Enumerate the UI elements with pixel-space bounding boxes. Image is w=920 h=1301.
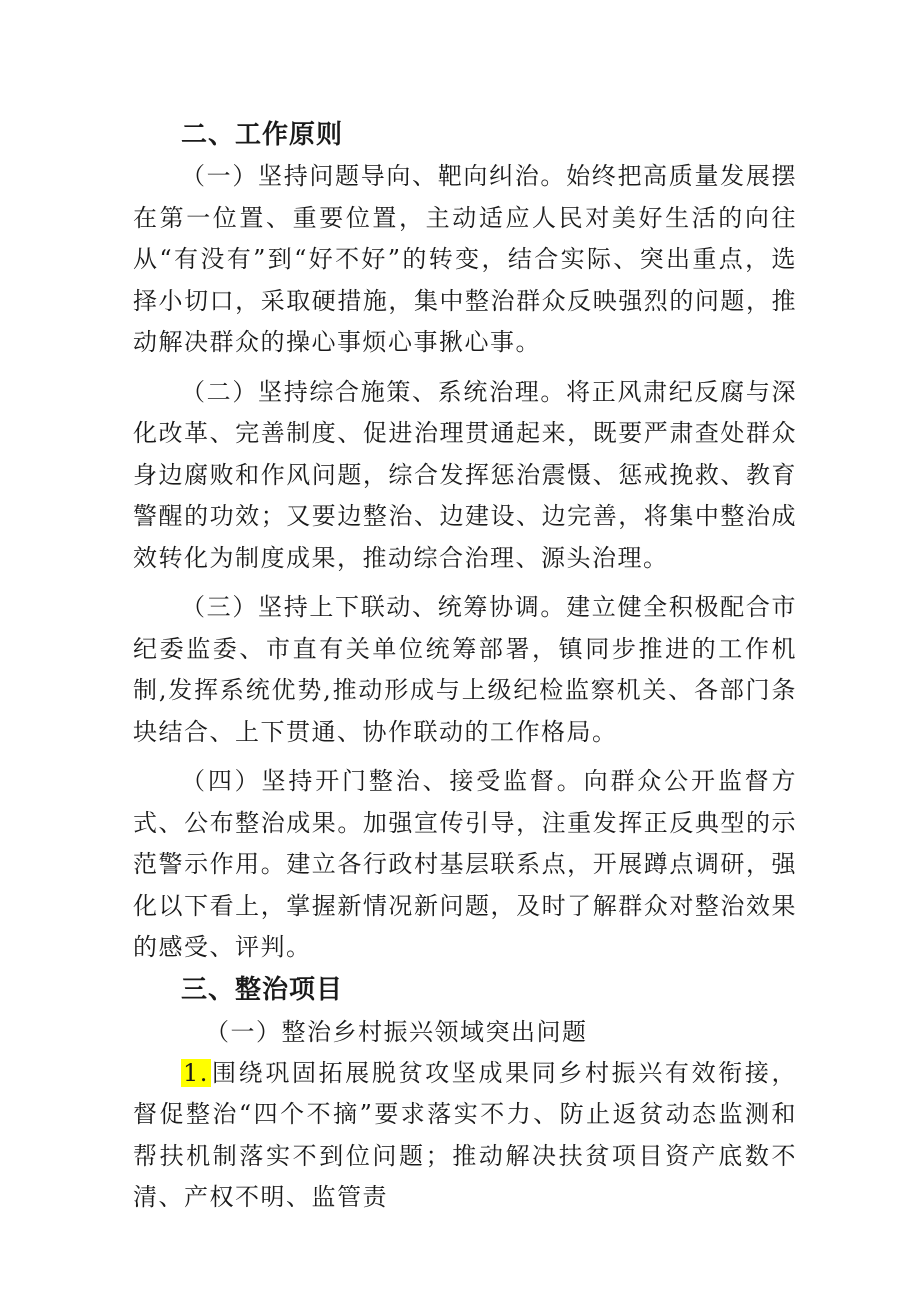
item-text: 围绕巩固拓展脱贫攻坚成果同乡村振兴有效衔接，督促整治“四个不摘”要求落实不力、防止返贫动态监测和帮扶机制落实不到位问题；推动解决扶贫项目资产底数不清、产权不明、监管责 [133,1058,797,1211]
paragraph-gap [133,753,797,761]
paragraph-gap [133,364,797,372]
section-heading-projects: 三、整治项目 [181,974,344,1005]
item-paragraph-1 [133,1053,797,1219]
subsection-title-rural: （一）整治乡村振兴领域突出问题 [205,1017,588,1046]
principle-paragraph-1: （一）坚持问题导向、靶向纠治。始终把高质量发展摆在第一位置、重要位置，主动适应人民对美好生活的向往从“有没有”到“好不好”的转变，结合实际、突出重点，选择小切口，采取硬措施，集中整治群众反映强烈的问题，推动解决群众的操心事烦心事揪心事。 [133,162,797,356]
principle-paragraph-4: （四）坚持开门整治、接受监督。向群众公开监督方式、公布整治成果。加强宣传引导，注重发挥正反典型的示范警示作用。建立各行政村基层联系点，开展蹲点调研，强化以下看上，掌握新情况新问题，及时了解群众对整治效果的感受、评判。 [133,767,797,961]
paragraph-gap [133,579,797,587]
item-number-highlight: 1. [183,1058,209,1087]
principle-paragraph-2: （二）坚持综合施策、系统治理。将正风肃纪反腐与深化改革、完善制度、促进治理贯通起来，既要严肃查处群众身边腐败和作风问题，综合发挥惩治震慑、惩戒挽救、教育警醒的功效；又要边整治、边建设、边完善，将集中整治成效转化为制度成果，推动综合治理、源头治理。 [133,377,797,572]
section-heading-principles: 二、工作原则 [181,120,344,150]
principle-paragraph-3: （三）坚持上下联动、统筹协调。建立健全积极配合市纪委监委、市直有关单位统筹部署，镇同步推进的工作机制,发挥系统优势,推动形成与上级纪检监察机关、各部门条块结合、上下贯通、协作联动的工作格局。 [133,593,797,746]
document-page [133,114,797,1219]
